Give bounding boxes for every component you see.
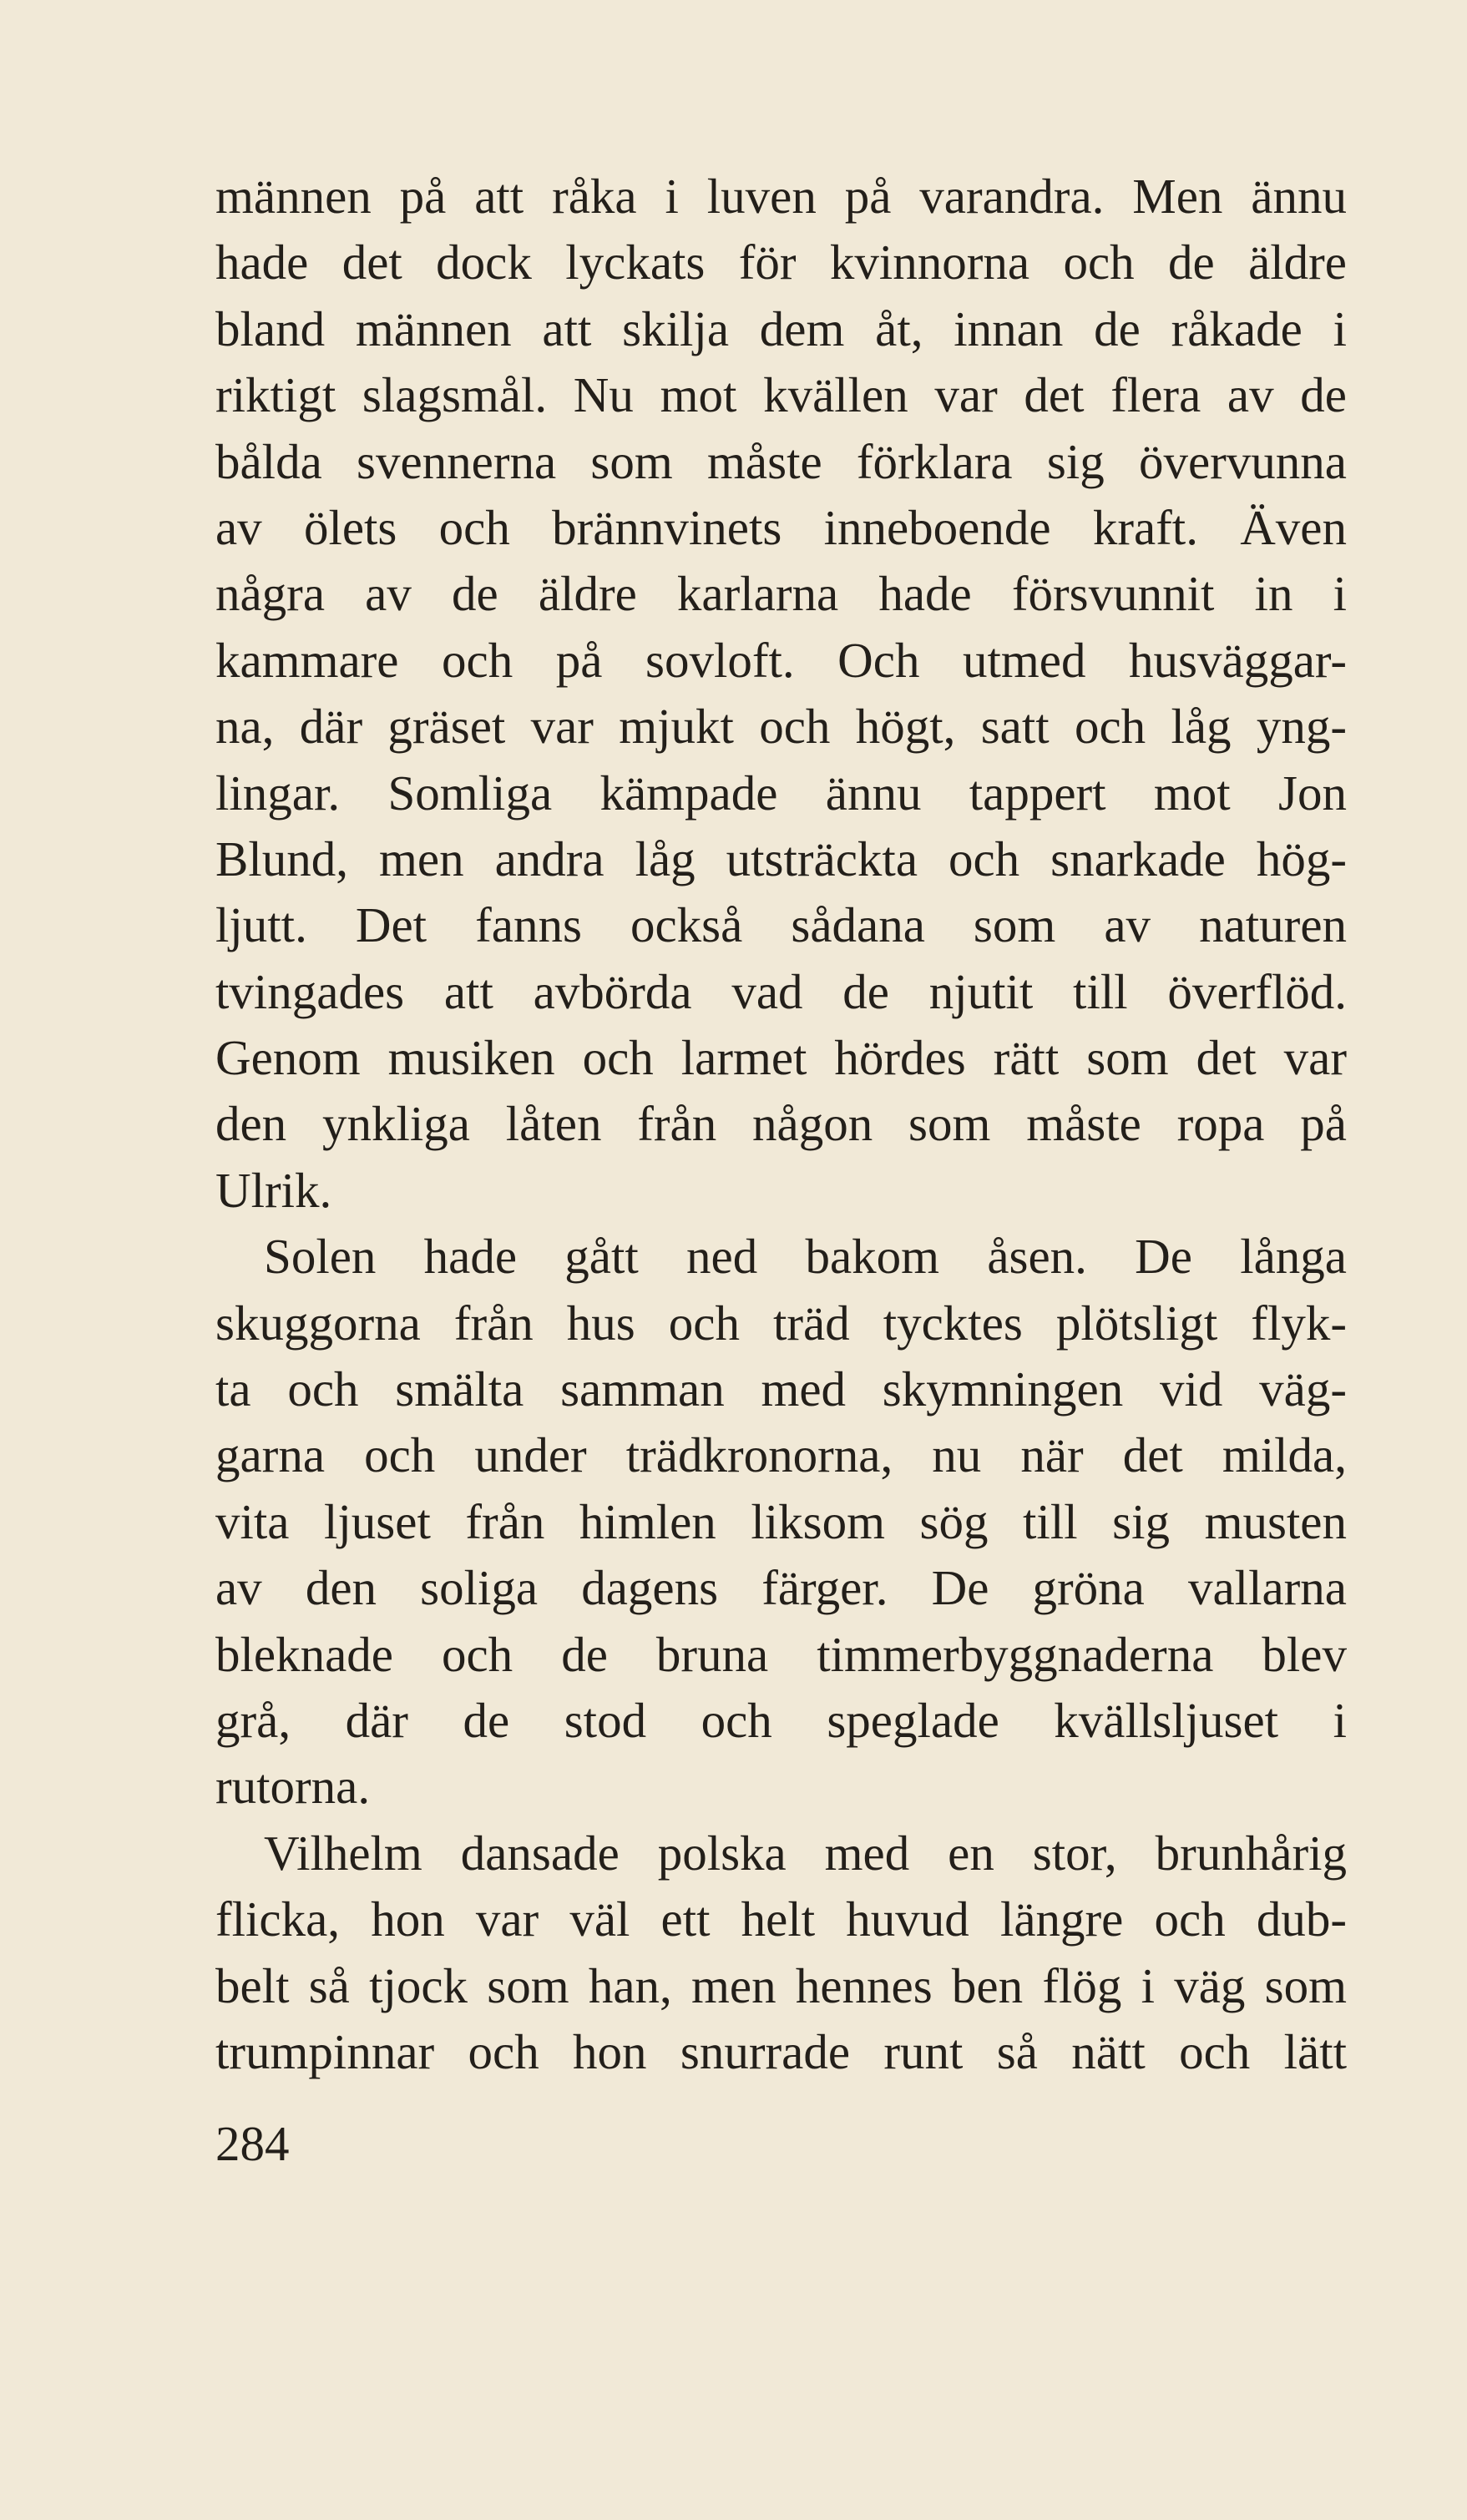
text-line: bland männen att skilja dem åt, innan de råkade i — [215, 300, 1347, 356]
body-text — [215, 164, 1347, 2085]
text-line: av den soliga dagens färger. De gröna vallarna — [215, 1560, 1347, 1616]
text-line: na, där gräset var mjukt och högt, satt och låg yng- — [215, 699, 1347, 755]
text-line: kammare och på sovloft. Och utmed husväggar- — [215, 632, 1347, 688]
text-line: lingar. Somliga kämpade ännu tappert mot Jon — [215, 765, 1347, 821]
text-line: garna och under trädkronorna, nu när det milda, — [215, 1427, 1347, 1483]
text-line: riktigt slagsmål. Nu mot kvällen var det flera av de — [215, 367, 1347, 423]
text-line: Genom musiken och larmet hördes rätt som det var — [215, 1030, 1347, 1086]
text-line: flicka, hon var väl ett helt huvud längre och dub- — [215, 1891, 1347, 1947]
text-line: vita ljuset från himlen liksom sög till sig musten — [215, 1493, 1347, 1549]
text-line: Vilhelm dansade polska med en stor, brunhårig — [264, 1825, 1347, 1881]
text-line: Solen hade gått ned bakom åsen. De långa — [264, 1229, 1347, 1285]
text-line: skuggorna från hus och träd tycktes plötsligt flyk- — [215, 1295, 1347, 1351]
page-number: 284 — [215, 2116, 290, 2171]
text-line: hade det dock lyckats för kvinnorna och de äldre — [215, 235, 1347, 290]
text-line: belt så tjock som han, men hennes ben flög i väg som — [215, 1957, 1347, 2013]
text-line: ta och smälta samman med skymningen vid väg- — [215, 1361, 1347, 1417]
text-line: grå, där de stod och speglade kvällsljuset i — [215, 1692, 1347, 1748]
text-line: Ulrik. — [215, 1162, 332, 1218]
text-line: männen på att råka i luven på varandra. Men ännu — [215, 169, 1347, 224]
text-line: rutorna. — [215, 1759, 371, 1815]
text-line: Blund, men andra låg utsträckta och snarkade hög- — [215, 831, 1347, 886]
text-line: några av de äldre karlarna hade försvunnit in i — [215, 566, 1347, 622]
text-line: av ölets och brännvinets inneboende kraft. Även — [215, 499, 1347, 555]
text-line: trumpinnar och hon snurrade runt så nätt och lätt — [215, 2023, 1347, 2079]
text-line: den ynkliga låten från någon som måste ropa på — [215, 1096, 1347, 1152]
text-line: ljutt. Det fanns också sådana som av naturen — [215, 897, 1347, 953]
text-line: bålda svennerna som måste förklara sig övervunna — [215, 433, 1347, 489]
text-line: tvingades att avbörda vad de njutit till överflöd. — [215, 963, 1347, 1019]
text-line: bleknade och de bruna timmerbyggnaderna blev — [215, 1626, 1347, 1682]
